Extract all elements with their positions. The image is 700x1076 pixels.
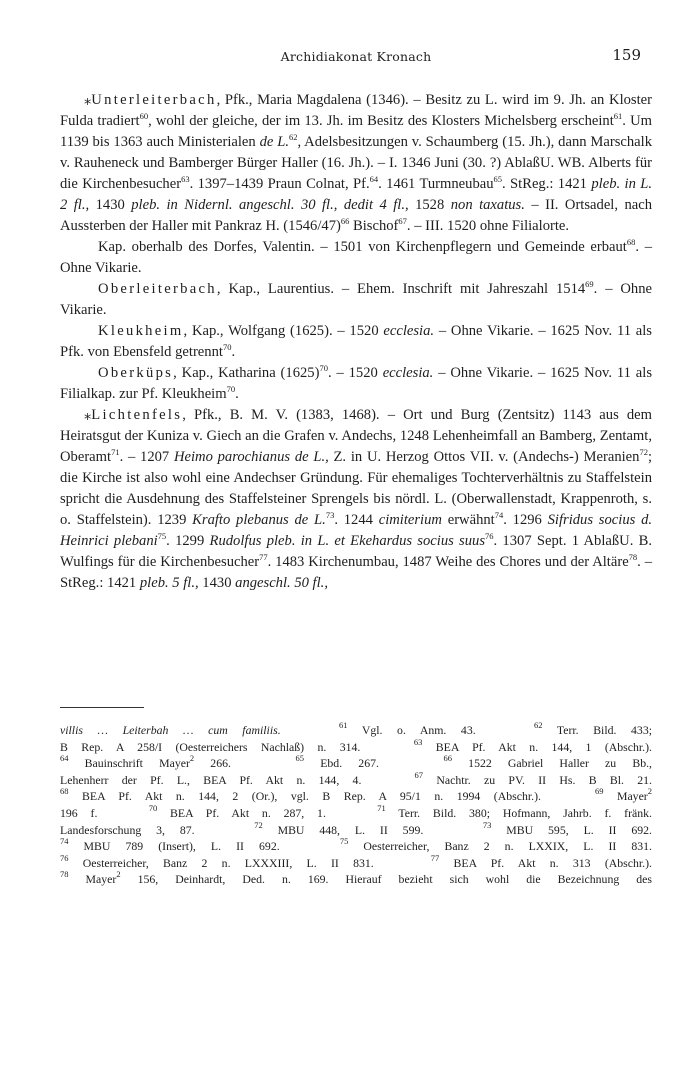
- text: – II. Ortsadel, nach Aussterben der Haller mit Pankraz H. (1546/47): [60, 197, 652, 234]
- text: .: [235, 386, 239, 402]
- text: 1522 Gabriel Haller zu Bb.,: [452, 756, 653, 771]
- footnote-number: 69: [594, 786, 604, 797]
- text: BEA Pf. Akt n. 287, 1.: [157, 805, 326, 820]
- text: 266.: [194, 756, 231, 771]
- text: . 1307 Sept. 1 AblaßU. B. Wulfings für die Kirchenbesucher: [60, 533, 652, 570]
- paragraph-oberkueps: [60, 363, 652, 405]
- text: .: [231, 344, 236, 360]
- text: , Kap., Laurentius. – Ehem. Inschrift mit Jahreszahl 1514: [216, 281, 586, 297]
- asterisk-mark: ⁎: [84, 407, 92, 423]
- text: 1430: [198, 575, 236, 591]
- place-name: Kleukheim: [98, 323, 184, 339]
- text: Oesterreicher, Banz 2 n. LXXIX, L. II 831.: [348, 839, 653, 854]
- page-header: [60, 46, 652, 70]
- italic-text: Sifridus socius d. Heinrici plebani: [60, 512, 653, 549]
- footnote-ref: 67: [398, 216, 407, 226]
- footnote-line: [60, 722, 652, 739]
- text: . 1483 Kirchenumbau, 1487 Weihe des Chores und der Altäre: [267, 554, 629, 570]
- text: ; die Kirche ist also wohl eine Andechser Gründung. Für ehemaliges Tochterverhältnis zu Staffelstein spricht die Ausdehnung des Staffelsteiner Sprengels bis nördl. L. (Oberwallenstadt, Krappenroth, s. o. Staffelstein). 1239: [60, 449, 653, 528]
- footnote-ref: 70: [222, 342, 232, 352]
- text: MBU 789 (Insert), L. II 692.: [68, 839, 280, 854]
- text: Bauinschrift Mayer: [68, 756, 190, 771]
- footnote-number: 74: [60, 836, 69, 847]
- italic-text: Rudolfus pleb. in L. et Ekehardus socius suus: [209, 533, 486, 549]
- footnote-line: [60, 769, 652, 789]
- italic-text: pleb. in Nidernl. angeschl. 30 fl., dedit 4 fl.,: [131, 197, 409, 213]
- footnote-ref: 75: [157, 531, 167, 541]
- text: . – Ohne Vikarie.: [60, 281, 652, 318]
- text: . – StReg.: 1421: [60, 554, 653, 591]
- italic-text: villis … Leiterbah … cum familiis.: [60, 723, 281, 737]
- footnote-number: 62: [533, 720, 543, 730]
- footnote-ref: 72: [639, 447, 648, 457]
- text: – Ohne Vikarie. – 1625 Nov. 11 als Filialkap. zur Pf. Kleukheim: [60, 365, 653, 402]
- text: erwähnt: [441, 512, 495, 528]
- body-text: [60, 90, 652, 594]
- footnote-number: 70: [148, 802, 158, 813]
- text: Bischof: [349, 218, 399, 234]
- page-number: 159: [612, 46, 641, 64]
- text: . 1461 Turmneubau: [378, 176, 494, 192]
- text: . – III. 1520 ohne Filialorte.: [406, 218, 570, 234]
- text: Z. in U. Herzog Ottos VII. v. (Andechs-) Meranien: [328, 449, 640, 465]
- text: . 1244: [334, 512, 379, 528]
- footnote-ref: 64: [369, 174, 379, 184]
- italic-text: ecclesia.: [382, 365, 434, 381]
- paragraph-kleukheim: [60, 321, 652, 363]
- text: , Pfk., Maria Magdalena (1346). – Besitz zu L. wird im 9. Jh. an Kloster Fulda tradiert: [60, 92, 652, 129]
- italic-text: cimiterium: [378, 512, 442, 528]
- place-name: Oberküps: [98, 365, 174, 381]
- text: , wohl der gleiche, der im 13. Jh. im Besitz des Klosters Michelsberg erscheint: [148, 113, 614, 129]
- footnote-line: [60, 755, 652, 772]
- text: – Ohne Vikarie. – 1625 Nov. 11 als Pfk. von Ebensfeld getrennt: [60, 323, 652, 360]
- text: Landesforschung 3, 87.: [60, 822, 195, 837]
- place-name: Lichtenfels: [91, 407, 183, 423]
- text: BEA Pf. Akt n. 313 (Abschr.).: [439, 855, 652, 870]
- footnote-line: [60, 736, 653, 756]
- footnote-number: 77: [430, 852, 440, 863]
- text: . – Ohne Vikarie.: [60, 239, 653, 276]
- italic-text: de L.: [259, 134, 289, 150]
- text: 196 f.: [60, 805, 98, 820]
- italic-text: non taxatus.: [450, 197, 525, 213]
- text: , Kap., Wolfgang (1625). – 1520: [183, 323, 384, 339]
- footnote-ref: 63: [181, 174, 190, 184]
- footnote-number: 64: [60, 753, 69, 764]
- running-title: Archidiakonat Kronach: [280, 49, 432, 64]
- asterisk-mark: ⁎: [84, 92, 92, 108]
- footnote-ref: 76: [485, 531, 494, 541]
- footnote-ref: 73: [325, 510, 335, 520]
- footnote-ref: 71: [111, 447, 120, 457]
- footnote-divider: [60, 707, 144, 708]
- text: Lehenherr der Pf. L., BEA Pf. Akt n. 144, 4.: [60, 772, 362, 787]
- footnote-line: [60, 819, 652, 839]
- text: 1430: [89, 197, 132, 213]
- edition-mark: 2: [189, 753, 195, 764]
- footnote-ref: 69: [585, 279, 594, 289]
- italic-text: pleb. in L. 2 fl.,: [60, 176, 652, 213]
- paragraph-unterleiterbach: [60, 90, 652, 237]
- text: Ebd. 267.: [304, 756, 379, 771]
- italic-text: ecclesia.: [383, 323, 435, 339]
- footnote-ref: 78: [628, 552, 638, 562]
- edition-mark: 2: [647, 786, 652, 797]
- text: Oesterreicher, Banz 2 n. LXXXIII, L. II 831.: [68, 855, 374, 870]
- footnote-number: 68: [60, 786, 69, 797]
- footnote-ref: 70: [226, 384, 236, 394]
- text: Vgl. o. Anm. 43.: [347, 723, 476, 737]
- text: Nachtr. zu PV. II Hs. B Bl. 21.: [423, 772, 652, 787]
- text: 1528: [408, 197, 451, 213]
- text: 156, Deinhardt, Ded. n. 169. Hierauf bezieht sich wohl die Bezeichnung des: [120, 872, 652, 887]
- text: BEA Pf. Akt n. 144, 2 (Or.), vgl. B Rep. A 95/1 n. 1994 (Abschr.).: [68, 789, 541, 804]
- paragraph-oberleiterbach: [60, 279, 652, 321]
- footnote-line: [60, 838, 652, 855]
- footnote-line: [60, 802, 653, 822]
- footnote-number: 75: [339, 836, 349, 847]
- text: . StReg.: 1421: [502, 176, 592, 192]
- text: , Adelsbesitzungen v. Schaumberg (15. Jh.), dann Marschalk v. Rauheneck und Bamberger Bürger Haller (16. Jh.). – I. 1346 Juni (30. ?) AblaßU. WB. Alberts für die Kirchenbesucher: [60, 134, 652, 192]
- footnote-ref: 77: [259, 552, 268, 562]
- text: . – 1520: [327, 365, 383, 381]
- footnote-number: 73: [482, 819, 492, 830]
- footnote-ref: 60: [139, 111, 149, 121]
- footnotes: [60, 722, 652, 888]
- footnote-ref: 66: [340, 216, 350, 226]
- italic-text: pleb. 5 fl.,: [139, 575, 199, 591]
- footnote-ref: 65: [493, 174, 503, 184]
- text: Terr. Bild. 433;: [542, 723, 653, 737]
- text: . 1296: [503, 512, 548, 528]
- footnote-ref: 70: [319, 363, 328, 373]
- text: , Kap., Katharina (1625): [173, 365, 320, 381]
- footnote-number: 66: [443, 753, 453, 764]
- text: B Rep. A 258/I (Oesterreichers Nachlaß) n. 314.: [60, 739, 361, 754]
- footnote-line: [60, 871, 652, 888]
- text: Mayer: [68, 872, 117, 887]
- place-name: Oberleiterbach: [98, 281, 217, 297]
- text: , Pfk., B. M. V. (1383, 1468). – Ort und Burg (Zentsitz) 1143 aus dem Heiratsgut der Kuniza v. Giech an die Grafen v. Andechs, 1248 Lehenheimfall an Bamberg, Zentamt, Oberamt: [60, 407, 652, 465]
- text: Terr. Bild. 380; Hofmann, Jahrb. f. fränk.: [385, 805, 653, 820]
- edition-mark: 2: [116, 869, 121, 880]
- footnote-number: 72: [254, 819, 263, 830]
- footnote-number: 78: [60, 869, 69, 880]
- footnote-number: 63: [413, 736, 423, 747]
- paragraph-lichtenfels: [60, 405, 652, 594]
- italic-text: angeschl. 50 fl.,: [235, 575, 328, 591]
- place-name: Unterleiterbach: [91, 92, 217, 108]
- footnote-ref: 62: [288, 132, 298, 142]
- footnote-number: 67: [414, 769, 424, 780]
- text: . 1397–1439 Praun Colnat, Pf.: [189, 176, 370, 192]
- text: Mayer: [603, 789, 648, 804]
- text: MBU 448, L. II 599.: [262, 822, 424, 837]
- footnote-line: [60, 852, 652, 872]
- text: BEA Pf. Akt n. 144, 1 (Abschr.).: [422, 739, 653, 754]
- footnote-number: 76: [60, 852, 69, 863]
- text: . 1299: [166, 533, 210, 549]
- paragraph-kapelle-valentin: [60, 237, 652, 279]
- footnote-number: 71: [377, 802, 386, 813]
- footnote-ref: 61: [613, 111, 623, 121]
- footnote-ref: 74: [494, 510, 504, 520]
- footnote-number: 61: [338, 720, 348, 730]
- italic-text: Heimo parochianus de L.,: [173, 449, 329, 465]
- footnote-number: 65: [295, 753, 305, 764]
- italic-text: Krafto plebanus de L.: [192, 512, 326, 528]
- text: Kap. oberhalb des Dorfes, Valentin. – 1501 von Kirchenpflegern und Gemeinde erbaut: [98, 239, 627, 255]
- text: . Um 1139 bis 1363 auch Ministerialen: [60, 113, 653, 150]
- text: . – 1207: [119, 449, 174, 465]
- footnote-ref: 68: [626, 237, 636, 247]
- text: MBU 595, L. II 692.: [491, 822, 652, 837]
